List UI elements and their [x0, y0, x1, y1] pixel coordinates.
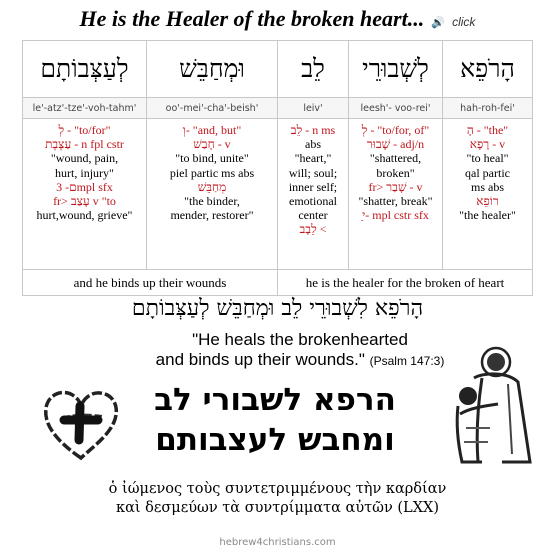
gloss-line: "heart," [294, 151, 332, 166]
greek-line-2: καὶ δεσμεύων τὰ συντρίμματα αὐτῶν (LXX) [116, 500, 439, 516]
gloss-line: רָפָא - v [469, 137, 506, 152]
hebrew-word: לְעַצְּבוֹתָם [23, 41, 147, 98]
transliteration: leiv' [278, 98, 349, 119]
quote-reference: (Psalm 147:3) [369, 354, 445, 368]
gloss-line: "to heal" [466, 151, 509, 166]
gloss-line: עַצֶּבֶת - n fpl cstr [45, 137, 124, 152]
word-gloss [278, 119, 349, 270]
translation-right: he is the healer for the broken of heart [278, 270, 533, 296]
verse-quote [150, 330, 450, 371]
gloss-line: "shatter, break" [358, 194, 433, 209]
block-hebrew-line-2: ומחבש לעצבותם [155, 422, 395, 458]
gloss-row [23, 119, 533, 270]
gloss-line: hurt,wound, grieve" [36, 208, 133, 223]
hebrew-word: הָרֹפֵא [443, 41, 533, 98]
word-breakdown-table [22, 40, 533, 296]
hebrew-word: לְשְׁבוּרֵי [349, 41, 443, 98]
word-gloss [23, 119, 147, 270]
gloss-line: "shattered, [369, 151, 422, 166]
transliteration-row [23, 98, 533, 119]
gloss-line: הָ - "the" [466, 123, 509, 137]
gloss-line: fr> עָצַב v "to [53, 194, 116, 209]
block-hebrew-line-1: הרפא לשבורי לב [154, 382, 396, 418]
gloss-line: "the healer" [459, 208, 516, 223]
gloss-line: piel partic ms abs [169, 165, 255, 180]
word-gloss [147, 119, 278, 270]
gloss-line: qal partic [465, 165, 510, 180]
gloss-line: לְ - "to/for" [58, 123, 111, 137]
gloss-line: inner self; [288, 179, 338, 194]
quote-line-1: "He heals the brokenhearted [192, 330, 408, 349]
gloss-line: mender, restorer" [170, 208, 254, 223]
gloss-line: וְ- "and, but" [182, 123, 242, 137]
hebrew-word-row [23, 41, 533, 98]
gloss-line: "the binder, [184, 194, 240, 209]
word-gloss [349, 119, 443, 270]
healer-embrace-icon [438, 344, 538, 464]
gloss-line: emotional [289, 194, 337, 209]
gloss-line: מְחַבֵּשׁ [197, 179, 227, 194]
block-hebrew [130, 380, 420, 460]
translation-row [23, 270, 533, 296]
translation-left: and he binds up their wounds [23, 270, 278, 296]
verse-hebrew: הָרֹפֵא לִשְׁבוּרֵי לֵב וּמְחַבֵּשׁ לְעַצְּבוֹתָם [131, 296, 424, 321]
gloss-line: hurt, injury" [55, 165, 114, 180]
gloss-line: center [298, 208, 328, 223]
gloss-line: ms abs [471, 179, 504, 194]
transliteration: leesh'- voo-rei' [349, 98, 443, 119]
page-title: He is the Healer of the broken heart... [79, 6, 425, 31]
hebrew-word: לֵב [278, 41, 349, 98]
transliteration: le'-atz'-tze'-voh-tahm' [23, 98, 147, 119]
gloss-line: will; soul; [288, 165, 338, 180]
site-footer[interactable]: hebrew4christians.com [219, 537, 336, 548]
speaker-icon[interactable]: 🔊 [431, 16, 445, 29]
greek-lxx [0, 480, 555, 518]
gloss-line: fr> שָׁבַר - v [368, 179, 423, 194]
gloss-line: לְ - "to/for, of" [361, 123, 430, 137]
transliteration: hah-roh-fei' [443, 98, 533, 119]
gloss-line: ֵי- mpl cstr sfx [362, 208, 429, 223]
word-gloss [443, 119, 533, 270]
gloss-line: abs [305, 137, 321, 152]
gloss-line: ם- 3mpl sfx [56, 179, 113, 194]
gloss-line: "to bind, unite" [175, 151, 249, 166]
quote-line-2: and binds up their wounds." (Psalm 147:3) [155, 350, 445, 369]
gloss-line: לֵב - n ms [290, 123, 336, 137]
transliteration: oo'-mei'-cha'-beish' [147, 98, 278, 119]
hebrew-word: וּמְחַבֵּשׁ [147, 41, 278, 98]
gloss-line: לֵבָב < [299, 222, 327, 237]
gloss-line: שָׁבוּר - adj/n [366, 137, 425, 152]
gloss-line: חָבַשׁ - v [193, 137, 231, 152]
page-header [0, 6, 555, 32]
greek-line-1: ὁ ἰώμενος τοὺς συντετριμμένους τὴν καρδίαν [108, 481, 447, 497]
audio-click-link[interactable]: click [452, 15, 476, 29]
heart-cross-icon [42, 388, 120, 462]
gloss-line: broken" [376, 165, 415, 180]
gloss-line: רוֹפֵא [476, 194, 499, 209]
gloss-line: "wound, pain, [50, 151, 119, 166]
